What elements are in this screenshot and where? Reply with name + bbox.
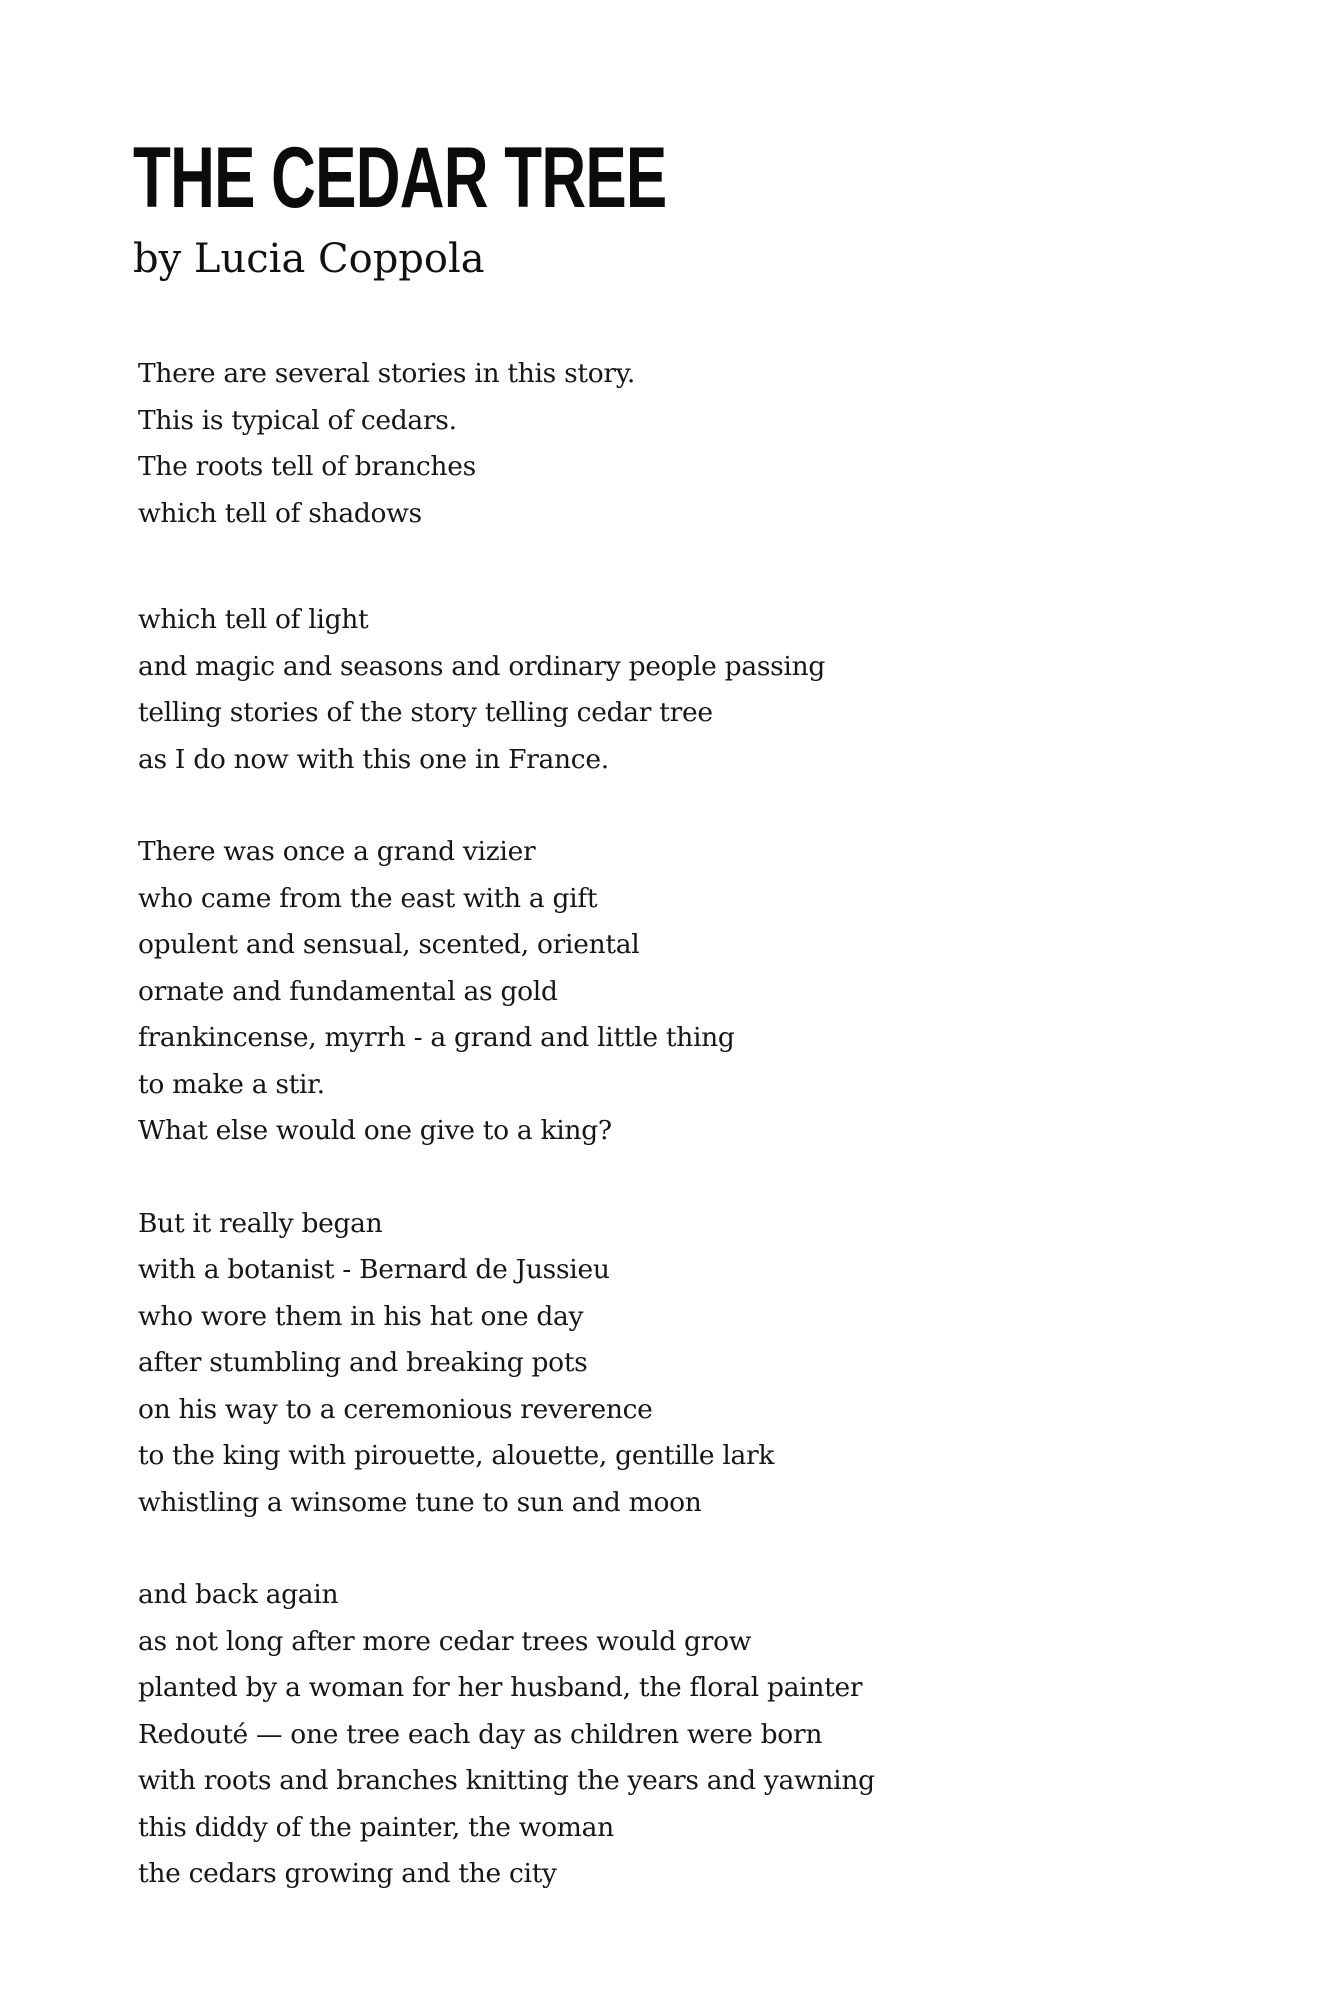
poem-line: ornate and fundamental as gold xyxy=(138,975,558,1007)
poem-line: frankincense, myrrh - a grand and little thing xyxy=(138,1022,735,1053)
stanza-5 xyxy=(138,1572,1288,1898)
poem-author: by Lucia Coppola xyxy=(133,236,485,282)
poem-line: as not long after more cedar trees would grow xyxy=(138,1625,752,1657)
poem-line: the cedars growing and the city xyxy=(138,1858,557,1889)
poem-body xyxy=(138,351,1288,1944)
poem-line: with a botanist - Bernard de Jussieu xyxy=(138,1254,610,1285)
poem-title: THE CEDAR TREE xyxy=(133,130,667,226)
poem-line: telling stories of the story telling cedar tree xyxy=(138,697,713,728)
stanza-3 xyxy=(138,829,1288,1155)
poem-line: opulent and sensual, scented, oriental xyxy=(138,929,640,960)
poem-line: There are several stories in this story. xyxy=(138,358,636,389)
poem-line: Redouté — one tree each day as children were born xyxy=(138,1718,823,1750)
stanza-4 xyxy=(138,1201,1288,1527)
poem-line: which tell of light xyxy=(138,604,369,635)
poem-line: The roots tell of branches xyxy=(138,451,476,482)
poem-line: There was once a grand vizier xyxy=(138,836,536,867)
poem-line: with roots and branches knitting the years and yawning xyxy=(138,1765,875,1796)
poem-line: who wore them in his hat one day xyxy=(138,1300,584,1332)
poem-line: and magic and seasons and ordinary people passing xyxy=(138,650,826,682)
poem-line: who came from the east with a gift xyxy=(138,882,598,914)
poem-line: planted by a woman for her husband, the floral painter xyxy=(138,1672,863,1703)
poem-line: to make a stir. xyxy=(138,1068,325,1100)
poem-line: and back again xyxy=(138,1579,339,1610)
stanza-1 xyxy=(138,351,1288,537)
poem-line: as I do now with this one in France. xyxy=(138,743,609,775)
poem-line: to the king with pirouette, alouette, gentille lark xyxy=(138,1440,775,1471)
poem-line: What else would one give to a king? xyxy=(138,1115,612,1146)
poem-line: This is typical of cedars. xyxy=(138,404,457,436)
poem-line: after stumbling and breaking pots xyxy=(138,1347,588,1378)
poem-line: But it really began xyxy=(138,1207,383,1239)
poem-line: which tell of shadows xyxy=(138,497,422,529)
poem-line: whistling a winsome tune to sun and moon xyxy=(138,1486,702,1518)
poem-line: on his way to a ceremonious reverence xyxy=(138,1393,653,1425)
poem-line: this diddy of the painter, the woman xyxy=(138,1811,614,1843)
stanza-2 xyxy=(138,597,1288,783)
